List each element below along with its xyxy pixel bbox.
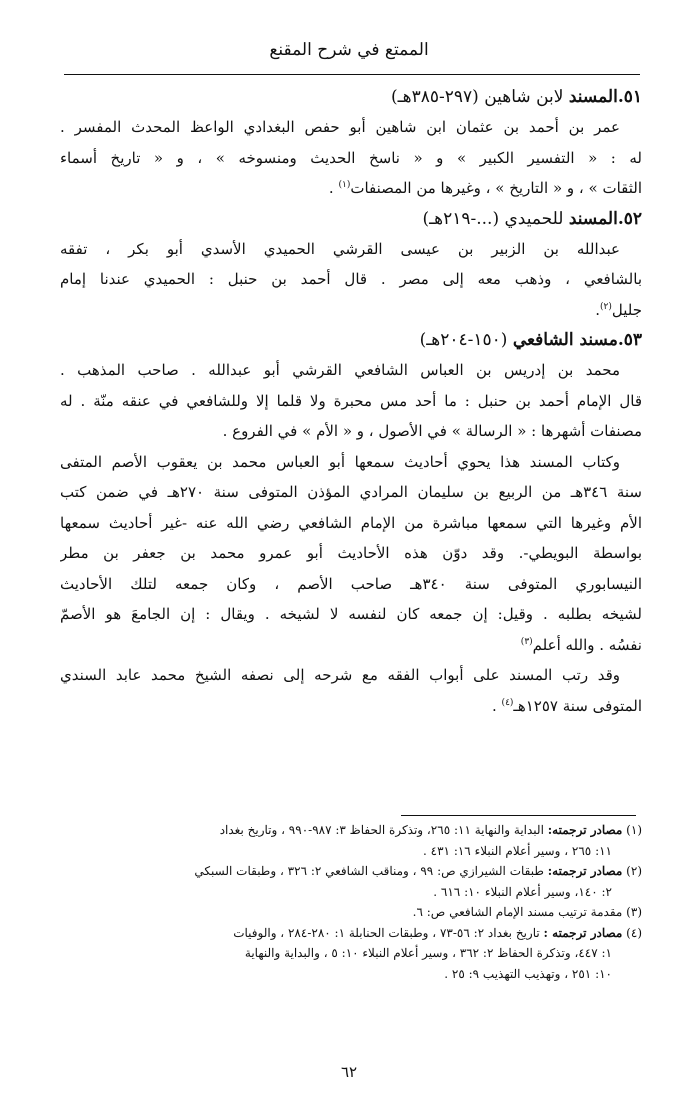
text-line: الأم وغيرها التي سمعها مباشرة من الإمام الشافعي رضي الله عنه -غير أحاديث سمعها — [60, 513, 642, 532]
entry-keyword: مسند الشافعي — [512, 330, 618, 350]
text-span: . — [328, 179, 339, 197]
header-rule — [64, 74, 640, 75]
footnote-text: تاريخ بغداد ٢: ٥٦-٧٣ ، وطبقات الحنابلة ١: ٢٨٠-٢٨٤ ، والوفيات — [233, 925, 540, 940]
entry-heading — [60, 82, 642, 112]
footnote-line — [60, 820, 642, 841]
footnote-marker: (٣) — [520, 636, 533, 647]
entry-title: (١٥٠-٢٠٤هـ) — [419, 330, 508, 350]
footnote-line — [60, 902, 642, 923]
footnote-number: (١) — [626, 823, 642, 837]
footnote-line: ١: ٤٤٧، وتذكرة الحفاظ ٢: ٣٦٢ ، وسير أعلام النبلاء ١٠: ٥ ، والبداية والنهاية — [244, 946, 612, 960]
text-line: محمد بن إدريس بن العباس الشافعي القرشي أبو عبدالله . صاحب المذهب . — [60, 361, 620, 379]
entry-title: لابن شاهين (٢٩٧-٣٨٥هـ) — [391, 87, 564, 107]
footnote-line — [60, 923, 642, 944]
footnote-line: ٢: ١٤٠، وسير أعلام النبلاء ١٠: ٦١٦ . — [433, 884, 612, 899]
text-line: وكتاب المسند هذا يحوي أحاديث سمعها أبو العباس محمد بن يعقوب الأصم المتفى — [60, 452, 620, 471]
text-span: نفسُه . والله أعلم — [532, 635, 642, 654]
footnote-number: (٣) — [626, 905, 642, 919]
text-span: . — [492, 696, 502, 715]
footnote-label: مصادر ترجمته: — [547, 823, 623, 837]
text-line: بالشافعي ، وذهب معه إلى مصر . قال أحمد بن حنبل : الحميدي عندنا إمام — [60, 270, 642, 288]
page-number: ٦٢ — [340, 1063, 358, 1081]
entry-keyword: المسند — [568, 208, 618, 229]
text-line: عمر بن أحمد بن عثمان ابن شاهين أبو حفص البغدادي الواعظ المحدث المفسر . — [60, 118, 620, 136]
entry-heading — [60, 204, 642, 234]
entry-number: ٥١. — [617, 87, 642, 107]
text-span: المتوفى سنة ١٢٥٧هـ — [513, 696, 642, 715]
text-line: وقد رتب المسند على أبواب الفقه مع شرحه إلى نصفه الشيخ محمد عابد السندي — [60, 666, 620, 684]
text-span: الثقات » ، و « التاريخ » ، وغيرها من المصنفات — [350, 179, 642, 197]
footnote-line: ١١: ٢٦٥ ، وسير أعلام النبلاء ١٦: ٤٣١ . — [423, 843, 612, 858]
text-line — [60, 691, 642, 722]
text-line: قال الإمام أحمد بن حنبل : ما أحد مس محبرة ولا قلما إلا وللشافعي في عنقه منّة . له — [60, 391, 642, 410]
text-line: لشيخه بطلبه . وقيل: إن جمعه كان لنفسه لا لشيخه . ويقال : إن الجامعَ هو الأصمّ — [60, 605, 642, 623]
entry-heading — [60, 325, 642, 355]
text-line — [60, 173, 642, 204]
footnote-marker: (٤) — [501, 697, 514, 708]
footnote-text: البداية والنهاية ١١: ٢٦٥، وتذكرة الحفاظ ٣: ٩٨٧-٩٩٠ ، وتاريخ بغداد — [219, 823, 544, 837]
text-line — [60, 630, 642, 661]
entry-number: ٥٣. — [617, 330, 642, 350]
text-span: جليل — [611, 300, 642, 319]
running-title: الممتع في شرح المقنع — [269, 40, 429, 60]
footnotes — [60, 820, 642, 984]
text-line: له : « التفسير الكبير » و « ناسخ الحديث ومنسوخه » ، و « تاريخ أسماء — [60, 148, 642, 167]
text-line: النيسابوري المتوفى سنة ٣٤٠هـ صاحب الأصم ، وكان جمعه لتلك الأحاديث — [60, 574, 642, 593]
footnote-text: طبقات الشيرازي ص: ٩٩ ، ومناقب الشافعي ٢: ٣٢٦ ، وطبقات السبكي — [194, 864, 544, 878]
text-line — [60, 295, 642, 326]
text-line: مصنفات أشهرها : « الرسالة » في الأصول ، و « الأم » في الفروع . — [222, 422, 642, 440]
footnote-marker: (١) — [338, 180, 351, 190]
text-line: بواسطة البويطي-. وقد دوّن هذه الأحاديث أبو عمرو محمد بن جعفر بن مطر — [60, 544, 642, 562]
footnote-marker: (٢) — [600, 301, 612, 312]
entry-title: للحميدي (...-٢١٩هـ) — [422, 208, 564, 229]
text-span: . — [595, 300, 600, 319]
footnote-rule — [401, 815, 636, 816]
text-line: عبدالله بن الزبير بن عيسى القرشي الحميدي الأسدي أبو بكر ، تفقه — [60, 239, 620, 258]
footnote-line — [60, 861, 642, 882]
footnote-label: مصادر ترجمته : — [543, 925, 623, 940]
footnote-label: مصادر ترجمته: — [547, 864, 623, 878]
entry-number: ٥٢. — [617, 208, 642, 229]
footnote-line: ١٠: ٢٥١ ، وتهذيب التهذيب ٩: ٢٥ . — [444, 966, 612, 981]
main-text — [60, 82, 642, 721]
text-line: سنة ٣٤٦هـ من الربيع بن سليمان المرادي المؤذن المتوفى سنة ٢٧٠هـ في ضمن كتب — [60, 483, 642, 501]
footnote-text: مقدمة ترتيب مسند الإمام الشافعي ص: ٦. — [412, 905, 623, 919]
footnote-number: (٢) — [626, 864, 642, 878]
entry-keyword: المسند — [568, 87, 618, 107]
footnote-number: (٤) — [626, 925, 642, 940]
